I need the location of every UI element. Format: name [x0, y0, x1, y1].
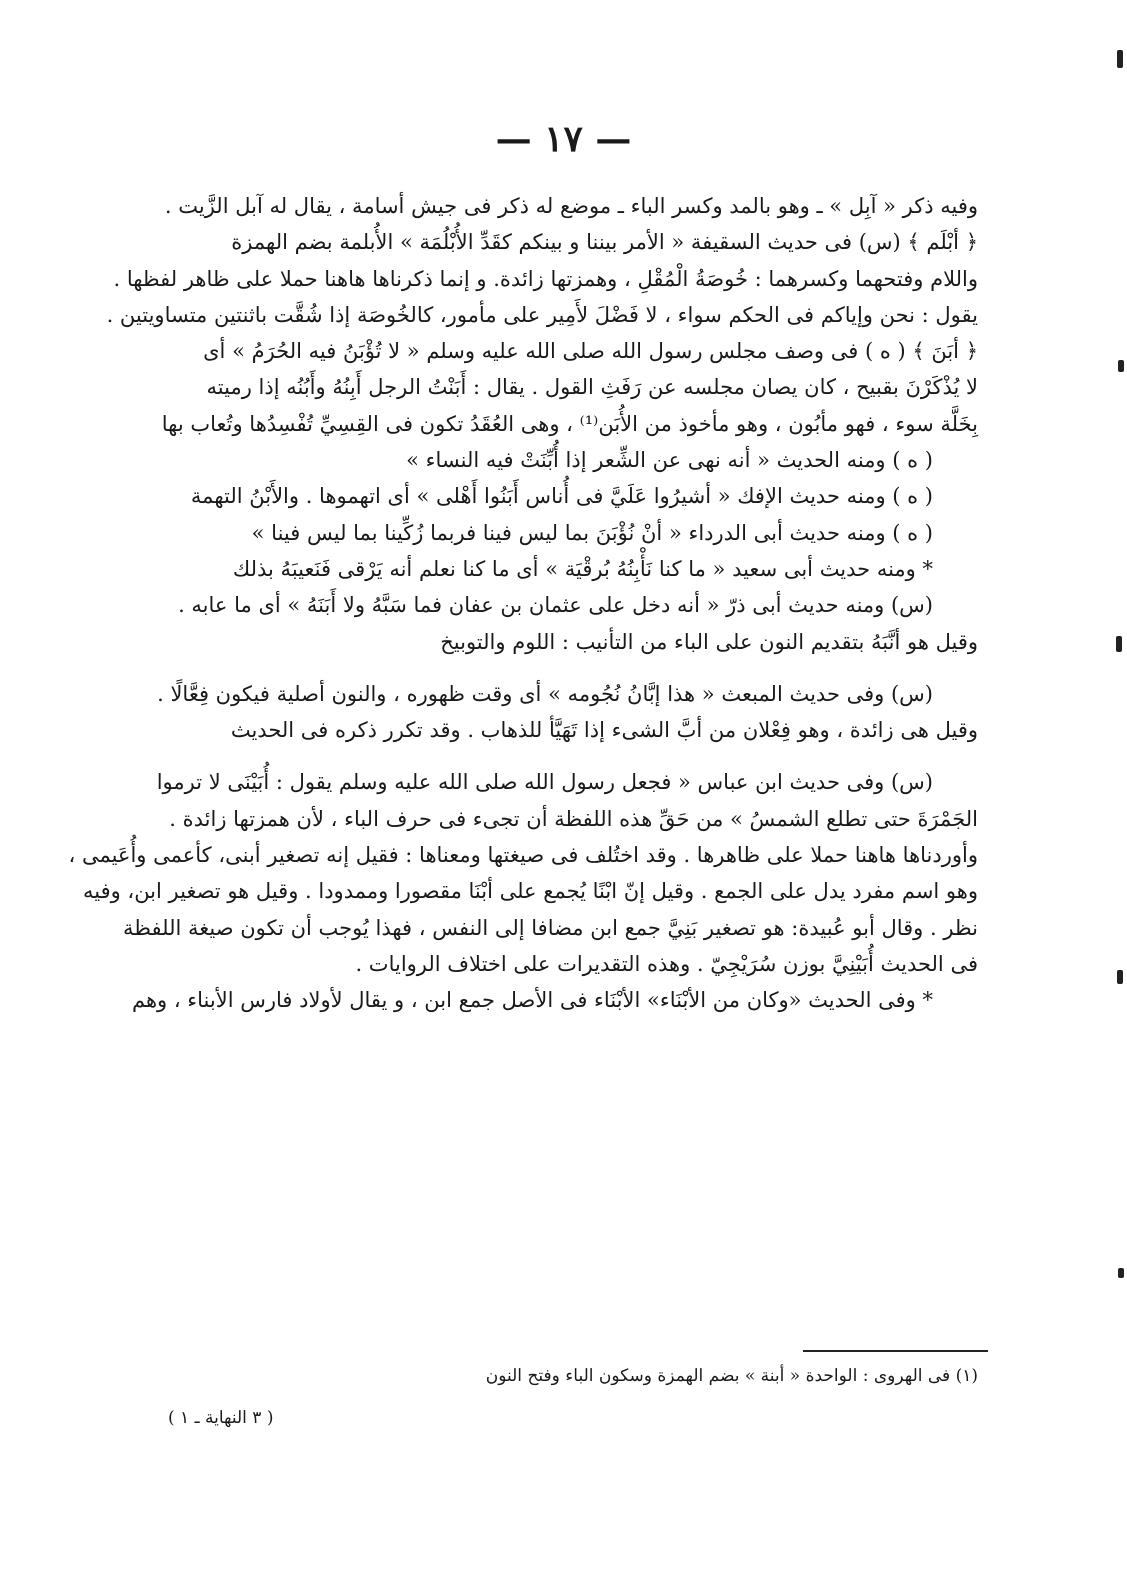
text-line: لا يُذْكَرْنَ بقبيح ، كان يصان مجلسه عن رَفَثِ القول . يقال : أَبَنْتُ الرجل أَبِنُهُ وأَبُنُه إذا رميته [206, 375, 978, 400]
text-line: وهو اسم مفرد يدل على الجمع . وقيل إنّ ابْنًا يُجمع على أبْنَا مقصورا وممدودا . وقيل هو تصغير ابن، وفيه [82, 879, 978, 904]
text-line: ﴿ أبْلَم ﴾ (س) فى حديث السقيفة « الأمر بيننا و بينكم كقَدِّ الأُبْلُمَة » الأُبلمة بضم الهمزة [231, 230, 978, 255]
text-line: وقيل هو أنَّبَهُ بتقديم النون على الباء من التأنيب : اللوم والتوبيخ [440, 629, 978, 654]
text-line: ( ه ) ومنه حديث أبى الدرداء « أنْ نُؤْبَنَ بما ليس فينا فربما زُكِّينا بما ليس فينا » [251, 520, 933, 545]
text-line: يقول : نحن وإياكم فى الحكم سواء ، لا فَضْلَ لأَمِير على مأمور، كالخُوصَة إذا شُقَّت باثنتين متساويتين . [106, 302, 978, 327]
footnote: (١) فى الهروى : الواحدة « أبنة » بضم الهمزة وسكون الباء وفتح النون [485, 1366, 978, 1386]
scan-edge-mark [1117, 50, 1123, 68]
text-line: نظر . وقال أبو عُبيدة: هو تصغير بَنِيَّ جمع ابن مضافا إلى النفس ، فهذا يُوجب أن تكون صيغة اللفظة [123, 915, 978, 940]
scan-edge-mark [1118, 1268, 1124, 1278]
text-line: وفيه ذكر « آبِل » ـ وهو بالمد وكسر الباء ـ موضع له ذكر فى جيش أسامة ، يقال له آبل الزَّيت . [164, 194, 978, 218]
text-line: (س) وفى حديث المبعث « هذا إبَّانُ نُجُومه » أى وقت ظهوره ، والنون أصلية فيكون فِعَّالًا . [157, 681, 933, 706]
text-line: واللام وفتحهما وكسرهما : خُوصَةُ الْمُقْلِ ، وهمزتها زائدة. و إنما ذكرناها هاهنا حملا على ظاهر لفظها . [113, 266, 978, 291]
text-line: ﴿ أبَنَ ﴾ ( ه ) فى وصف مجلس رسول الله صلى الله عليه وسلم « لا تُؤْبَنُ فيه الحُرَمُ » أى [203, 339, 978, 364]
text-line: ( ه ) ومنه الحديث « أنه نهى عن الشِّعر إذا أُبِّنَتْ فيه النساء » [406, 448, 933, 473]
text-line: * ومنه حديث أبى سعيد « ما كنا نَأْبِنُهُ بُرقْيَة » أى ما كنا نعلم أنه يَرْقى فَنَعيبَهُ بذلك [232, 556, 933, 581]
text-line: (س) وفى حديث ابن عباس « فجعل رسول الله صلى الله عليه وسلم يقول : أُبَيْنَى لا ترموا [156, 770, 933, 795]
page-number: — ١٧ — [495, 118, 632, 160]
signature-mark: ( ٣ النهاية ـ ١ ) [168, 1408, 274, 1428]
scan-edge-mark [1117, 970, 1123, 984]
body-text [68, 188, 978, 1019]
text-line: بِخَلَّة سوء ، فهو مأبُون ، وهو مأخوذ من الأُبَن⁽¹⁾ ، وهى العُقَدُ تكون فى القِسِيِّ تُفْسِدُها وتُعاب بها [161, 411, 978, 436]
footnote-rule [803, 1350, 988, 1352]
text-line: وقيل هى زائدة ، وهو فِعْلان من أبَّ الشىء إذا تَهَيَّأ للذهاب . وقد تكرر ذكره فى الحديث [230, 718, 978, 743]
text-line: الجَمْرَةَ حتى تطلع الشمسُ » من حَقِّ هذه اللفظة أن تجىء فى حرف الباء ، لأن همزتها زائدة . [169, 806, 978, 831]
text-line: فى الحديث أُبَيْنِيَّ بوزن سُرَيْجِيّ . وهذه التقديرات على اختلاف الروايات . [355, 951, 978, 976]
scan-edge-mark [1116, 636, 1122, 652]
text-line: وأوردناها هاهنا حملا على ظاهرها . وقد اختُلف فى صيغتها ومعناها : فقيل إنه تصغير أبنى، كأعمى وأُعَيمى ، [68, 843, 978, 868]
scan-edge-mark [1118, 360, 1124, 372]
text-line: (س) ومنه حديث أبى ذرّ « أنه دخل على عثمان بن عفان فما سَبَّهُ ولا أَبَنَهُ » أى ما عابه . [178, 593, 933, 618]
text-line: * وفى الحديث «وكان من الأبْنَاء» الأبْنَاء فى الأصل جمع ابن ، و يقال لأولاد فارس الأبناء ، وهم [131, 988, 933, 1013]
text-line: ( ه ) ومنه حديث الإفك « أشيرُوا عَلَيَّ فى أُناس أَبَنُوا أَهْلى » أى اتهموها . والأَبْنُ التهمة [190, 484, 933, 509]
